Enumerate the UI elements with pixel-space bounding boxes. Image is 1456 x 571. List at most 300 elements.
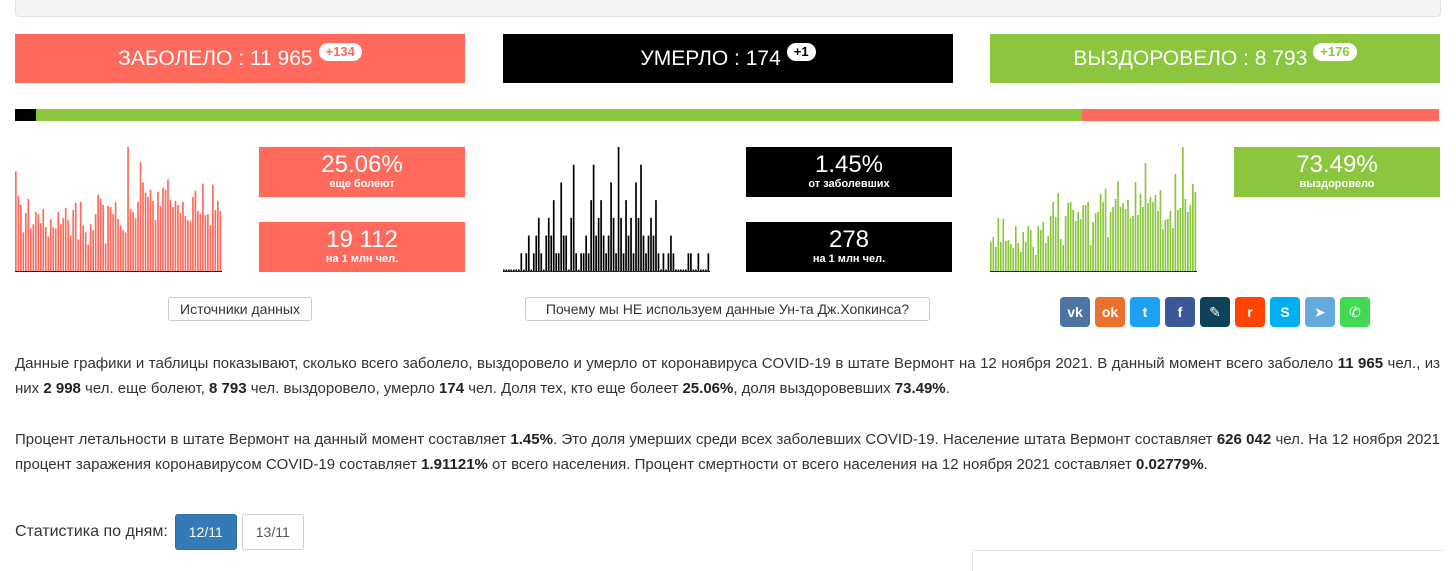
chart-bar	[1052, 202, 1054, 271]
chart-bar	[1135, 182, 1137, 271]
deaths-per-million-box	[746, 222, 952, 272]
chart-bar	[635, 182, 637, 271]
chart-bar	[1015, 226, 1017, 271]
chart-bar	[1132, 216, 1134, 271]
chart-bar	[700, 270, 702, 272]
chart-bar	[115, 202, 117, 271]
top-panel	[15, 0, 1441, 17]
chart-bar	[1072, 210, 1074, 271]
chart-bar	[705, 270, 707, 272]
recovered-label: ВЫЗДОРОВЕЛО : 8 793	[1073, 46, 1308, 70]
chart-bar	[30, 228, 32, 271]
chart-bar	[45, 227, 47, 271]
chart-bar	[175, 201, 177, 271]
chart-bar	[1177, 210, 1179, 271]
cases-per-million-value: 19 112	[326, 226, 398, 253]
twitter-icon[interactable]: t	[1130, 297, 1160, 327]
chart-bar	[553, 200, 555, 271]
chart-bar	[72, 210, 74, 271]
chart-bar	[1035, 255, 1037, 271]
chart-bar	[1077, 212, 1079, 271]
cases-delta-badge: +134	[319, 43, 362, 61]
chart-bar	[1112, 207, 1114, 271]
chart-bar	[545, 236, 547, 271]
p1-text-7: .	[945, 380, 950, 397]
chart-bar	[1147, 203, 1149, 271]
chart-bar	[117, 219, 119, 271]
p1-recovered-pct: 73.49%	[894, 380, 946, 397]
daily-stats-nav	[15, 514, 309, 550]
chart-bar	[515, 270, 517, 272]
chart-bar	[1062, 245, 1064, 271]
chart-bar	[1020, 252, 1022, 271]
chart-bar	[668, 253, 670, 271]
chart-bar	[1012, 248, 1014, 271]
chart-bar	[1075, 221, 1077, 271]
chart-bar	[65, 208, 67, 271]
active-pct-box	[259, 147, 465, 197]
chart-bar	[197, 211, 199, 271]
p2-text-2: . Это доля умерших среди всех заболевших COVID-19. Население штата Вермонт составляет	[552, 431, 1217, 448]
chart-bar	[82, 225, 84, 271]
chart-bar	[660, 270, 662, 272]
p2-text-1: Процент летальности в штате Вермонт на данный момент составляет	[15, 431, 511, 448]
outcome-progress-bar	[15, 109, 1439, 121]
chart-bar	[1122, 203, 1124, 271]
chart-bar	[105, 244, 107, 271]
p1-text-4: чел. выздоровело, умерло	[246, 380, 440, 397]
chart-bar	[590, 200, 592, 271]
chart-bar	[50, 219, 52, 271]
chart-bar	[680, 270, 682, 272]
chart-bar	[690, 253, 692, 271]
chart-bar	[150, 190, 152, 271]
chart-bar	[535, 236, 537, 271]
p1-active-cases: 2 998	[43, 380, 81, 397]
progress-recovered-segment	[36, 109, 1082, 121]
chart-bar	[192, 197, 194, 271]
deaths-daily-chart	[503, 145, 710, 272]
chart-bar	[992, 237, 994, 271]
p1-text-1: Данные графики и таблицы показывают, сколько всего заболело, выздоровело и умерло от коронавируса COVID-19 в штате Вермонт на 12 ноября 2021. В данный момент всего заболело	[15, 355, 1338, 372]
chart-bar	[573, 165, 575, 271]
deaths-per-million-value: 278	[828, 226, 870, 253]
chart-bar	[1180, 208, 1182, 271]
p1-text-3: чел. еще болеют,	[80, 380, 209, 397]
chart-bar	[122, 230, 124, 271]
chart-bar	[640, 165, 642, 271]
chart-bar	[1067, 203, 1069, 271]
chart-bar	[608, 236, 610, 271]
chart-bar	[630, 218, 632, 271]
chart-bar	[25, 213, 27, 271]
chart-bar	[1157, 211, 1159, 271]
chart-bar	[658, 253, 660, 271]
chart-bar	[190, 221, 192, 271]
chart-bar	[170, 200, 172, 271]
chart-bar	[1000, 242, 1002, 271]
chart-bar	[127, 147, 129, 271]
livejournal-icon[interactable]: ✎	[1200, 297, 1230, 327]
chart-bar	[120, 225, 122, 271]
chart-bar	[110, 207, 112, 271]
chart-bar	[693, 270, 695, 272]
chart-bar	[177, 205, 179, 271]
chart-bar	[598, 218, 600, 271]
chart-bar	[595, 236, 597, 271]
chart-bar	[195, 191, 197, 271]
chart-bar	[520, 253, 522, 271]
chart-bar	[683, 270, 685, 272]
lethality-box	[746, 147, 952, 197]
chart-bar	[27, 199, 29, 271]
chart-bar	[1127, 200, 1129, 271]
chart-bar	[1110, 212, 1112, 271]
chart-bar	[708, 253, 710, 271]
chart-bar	[525, 253, 527, 271]
chart-bar	[1102, 202, 1104, 271]
chart-bar	[513, 270, 515, 272]
chart-bar	[990, 242, 992, 271]
chart-bar	[1192, 184, 1194, 271]
chart-bar	[155, 220, 157, 271]
chart-bar	[695, 270, 697, 272]
recovered-pct-label: выздоровело	[1299, 178, 1375, 190]
chart-bar	[217, 201, 219, 271]
p1-active-pct: 25.06%	[682, 380, 734, 397]
chart-bar	[543, 270, 545, 272]
chart-bar	[1115, 199, 1117, 271]
chart-bar	[35, 212, 37, 271]
chart-bar	[603, 236, 605, 271]
chart-bar	[132, 212, 134, 271]
chart-bar	[22, 232, 24, 271]
chart-bar	[505, 270, 507, 272]
chart-bar	[563, 236, 565, 271]
odnoklassniki-icon[interactable]: ok	[1095, 297, 1125, 327]
chart-bar	[40, 223, 42, 271]
p1-text-6: , доля выздоровевших	[733, 380, 895, 397]
chart-bar	[540, 253, 542, 271]
chart-bar	[140, 162, 142, 271]
chart-bar	[1162, 229, 1164, 271]
chart-bar	[1070, 202, 1072, 271]
chart-bar	[92, 230, 94, 271]
chart-bar	[620, 218, 622, 271]
chart-bar	[1060, 239, 1062, 271]
chart-bar	[623, 253, 625, 271]
deaths-delta-badge: +1	[787, 43, 816, 61]
chart-bar	[613, 218, 615, 271]
chart-bar	[162, 188, 164, 271]
day-button[interactable]: 13/11	[242, 514, 304, 550]
chart-bar	[1002, 219, 1004, 271]
chart-bar	[508, 270, 510, 272]
chart-bar	[97, 195, 99, 271]
chart-bar	[633, 253, 635, 271]
skype-icon[interactable]: S	[1270, 297, 1300, 327]
bottom-panel	[972, 550, 1443, 571]
chart-bar	[565, 236, 567, 271]
chart-bar	[610, 182, 612, 271]
chart-bar	[1055, 217, 1057, 271]
chart-bar	[650, 218, 652, 271]
chart-bar	[643, 236, 645, 271]
chart-bar	[558, 253, 560, 271]
chart-bar	[518, 270, 520, 272]
chart-bar	[210, 225, 212, 271]
chart-bar	[1032, 247, 1034, 271]
chart-bar	[220, 211, 222, 271]
active-pct-value: 25.06%	[321, 151, 403, 178]
chart-bar	[157, 192, 159, 271]
chart-bar	[578, 270, 580, 272]
chart-bar	[1047, 236, 1049, 271]
chart-bar	[615, 253, 617, 271]
chart-bar	[1065, 216, 1067, 271]
p2-text-5: .	[1203, 456, 1208, 473]
chart-bar	[145, 193, 147, 271]
p2-lethality: 1.45%	[510, 431, 553, 448]
chart-bar	[1025, 242, 1027, 271]
chart-bar	[165, 190, 167, 271]
chart-bar	[560, 182, 562, 271]
p1-text-5: чел. Доля тех, кто еще болеет	[464, 380, 683, 397]
chart-bar	[1117, 181, 1119, 271]
p2-text-4: от всего населения. Процент смертности от всего населения на 12 ноября 2021 составляет	[487, 456, 1137, 473]
chart-bar	[530, 270, 532, 272]
chart-bar	[100, 199, 102, 271]
chart-bar	[1187, 212, 1189, 271]
chart-bar	[588, 253, 590, 271]
chart-bar	[1120, 207, 1122, 271]
chart-bar	[1005, 241, 1007, 271]
chart-bar	[1105, 189, 1107, 271]
chart-bar	[675, 270, 677, 272]
daily-stats-label: Статистика по дням:	[15, 523, 168, 540]
telegram-icon[interactable]: ➤	[1305, 297, 1335, 327]
chart-bar	[207, 214, 209, 271]
recovered-pct-box	[1234, 147, 1440, 197]
chart-bar	[638, 218, 640, 271]
chart-bar	[147, 197, 149, 271]
chart-bar	[182, 202, 184, 271]
chart-bar	[570, 218, 572, 271]
chart-bar	[698, 253, 700, 271]
chart-bar	[1010, 244, 1012, 271]
deaths-banner	[503, 34, 953, 83]
chart-bar	[125, 232, 127, 271]
chart-bar	[555, 253, 557, 271]
p2-population: 626 042	[1216, 431, 1272, 448]
chart-bar	[1022, 232, 1024, 271]
chart-bar	[1040, 230, 1042, 271]
chart-bar	[212, 185, 214, 271]
chart-bar	[1092, 222, 1094, 271]
p2-mortality-pct: 0.02779%	[1136, 456, 1204, 473]
chart-bar	[678, 270, 680, 272]
chart-bar	[1100, 194, 1102, 271]
chart-bar	[67, 220, 69, 271]
chart-bar	[528, 236, 530, 271]
chart-bar	[1165, 220, 1167, 271]
chart-bar	[585, 236, 587, 271]
chart-bar	[1030, 230, 1032, 271]
reddit-icon[interactable]: r	[1235, 297, 1265, 327]
chart-bar	[665, 270, 667, 272]
chart-bar	[1182, 147, 1184, 271]
summary-paragraph	[15, 351, 1440, 401]
chart-bar	[1175, 174, 1177, 271]
chart-bar	[685, 270, 687, 272]
chart-bar	[1142, 207, 1144, 271]
chart-bar	[130, 209, 132, 271]
chart-bar	[187, 220, 189, 271]
chart-bar	[75, 203, 77, 271]
chart-bar	[703, 270, 705, 272]
chart-bar	[55, 228, 57, 271]
social-share-bar	[1060, 297, 1370, 327]
chart-bar	[645, 253, 647, 271]
chart-bar	[655, 200, 657, 271]
chart-bar	[52, 227, 54, 271]
chart-bar	[1155, 195, 1157, 271]
progress-active-segment	[1082, 109, 1439, 121]
chart-bar	[1007, 240, 1009, 271]
chart-bar	[17, 196, 19, 271]
p2-text-3: чел. На 12 ноября 2021 процент заражения коронавирусом COVID-19 составляет	[15, 431, 1441, 473]
chart-bar	[1107, 237, 1109, 271]
whatsapp-icon[interactable]: ✆	[1340, 297, 1370, 327]
chart-bar	[1095, 213, 1097, 271]
chart-bar	[995, 247, 997, 271]
chart-bar	[568, 270, 570, 272]
chart-bar	[1050, 216, 1052, 271]
chart-bar	[600, 200, 602, 271]
chart-bar	[137, 202, 139, 271]
chart-bar	[70, 235, 72, 271]
chart-bar	[135, 218, 137, 271]
chart-bar	[1172, 228, 1174, 271]
chart-bar	[62, 218, 64, 271]
deaths-per-million-label: на 1 млн чел.	[812, 253, 886, 265]
cases-banner	[15, 34, 465, 83]
chart-bar	[42, 209, 44, 271]
chart-bar	[583, 253, 585, 271]
chart-bar	[688, 253, 690, 271]
chart-bar	[1097, 212, 1099, 271]
chart-bar	[1160, 190, 1162, 271]
chart-bar	[102, 205, 104, 271]
chart-bar	[1037, 226, 1039, 271]
chart-bar	[1045, 243, 1047, 271]
recovered-delta-badge: +176	[1313, 43, 1356, 61]
chart-bar	[580, 253, 582, 271]
chart-bar	[1017, 243, 1019, 271]
chart-bar	[87, 245, 89, 271]
chart-bar	[1185, 199, 1187, 271]
chart-bar	[663, 253, 665, 271]
day-button[interactable]: 12/11	[175, 514, 237, 550]
chart-bar	[503, 270, 505, 272]
chart-bar	[1057, 193, 1059, 271]
chart-bar	[90, 224, 92, 271]
chart-bar	[673, 253, 675, 271]
chart-bar	[1150, 197, 1152, 271]
chart-bar	[1125, 209, 1127, 271]
chart-bar	[37, 214, 39, 271]
lethality-paragraph	[15, 427, 1440, 477]
recovered-daily-chart	[990, 145, 1197, 272]
why-not-jhu-button[interactable]: Почему мы НЕ используем данные Ун-та Дж.Хопкинса?	[525, 297, 930, 321]
recovered-pct-value: 73.49%	[1296, 151, 1378, 178]
chart-bar	[215, 210, 217, 271]
chart-bar	[1195, 192, 1197, 271]
chart-bar	[510, 270, 512, 272]
p2-infection-pct: 1.91121%	[421, 456, 488, 473]
chart-bar	[548, 218, 550, 271]
deaths-label: УМЕРЛО : 174	[640, 46, 781, 70]
chart-bar	[670, 236, 672, 271]
chart-bar	[95, 214, 97, 271]
chart-bar	[20, 205, 22, 271]
chart-bar	[1085, 205, 1087, 271]
chart-bar	[1087, 202, 1089, 271]
chart-bar	[60, 224, 62, 271]
vk-icon[interactable]: vk	[1060, 297, 1090, 327]
chart-bar	[142, 183, 144, 271]
p1-total-cases: 11 965	[1337, 355, 1384, 372]
chart-bar	[1140, 194, 1142, 271]
chart-bar	[15, 171, 17, 271]
chart-bar	[593, 165, 595, 271]
chart-bar	[648, 236, 650, 271]
chart-bar	[625, 200, 627, 271]
chart-bar	[533, 253, 535, 271]
cases-per-million-box	[259, 222, 465, 272]
chart-bar	[550, 236, 552, 271]
chart-bar	[172, 207, 174, 271]
chart-bar	[112, 214, 114, 271]
chart-bar	[1027, 226, 1029, 271]
chart-bar	[1137, 215, 1139, 271]
active-pct-label: еще болеют	[329, 178, 395, 190]
chart-bar	[152, 201, 154, 271]
cases-per-million-label: на 1 млн чел.	[325, 253, 399, 265]
chart-bar	[1152, 202, 1154, 271]
chart-bar	[77, 239, 79, 271]
facebook-icon[interactable]: f	[1165, 297, 1195, 327]
chart-bar	[1042, 222, 1044, 271]
chart-bar	[1167, 219, 1169, 271]
chart-bar	[997, 218, 999, 271]
chart-bar	[167, 180, 169, 271]
lethality-value: 1.45%	[814, 151, 884, 178]
chart-bar	[1130, 218, 1132, 271]
progress-deaths-segment	[15, 109, 36, 121]
chart-bar	[538, 218, 540, 271]
lethality-label: от заболевших	[808, 178, 890, 190]
chart-bar	[523, 270, 525, 272]
p1-text-2: чел., из них	[15, 355, 1440, 397]
cases-daily-chart	[15, 145, 222, 272]
chart-bar	[1170, 211, 1172, 271]
p1-deaths: 174	[439, 380, 465, 397]
sources-button[interactable]: Источники данных	[168, 297, 312, 321]
chart-bar	[47, 236, 49, 271]
chart-bar	[1190, 205, 1192, 271]
chart-bar	[80, 202, 82, 271]
